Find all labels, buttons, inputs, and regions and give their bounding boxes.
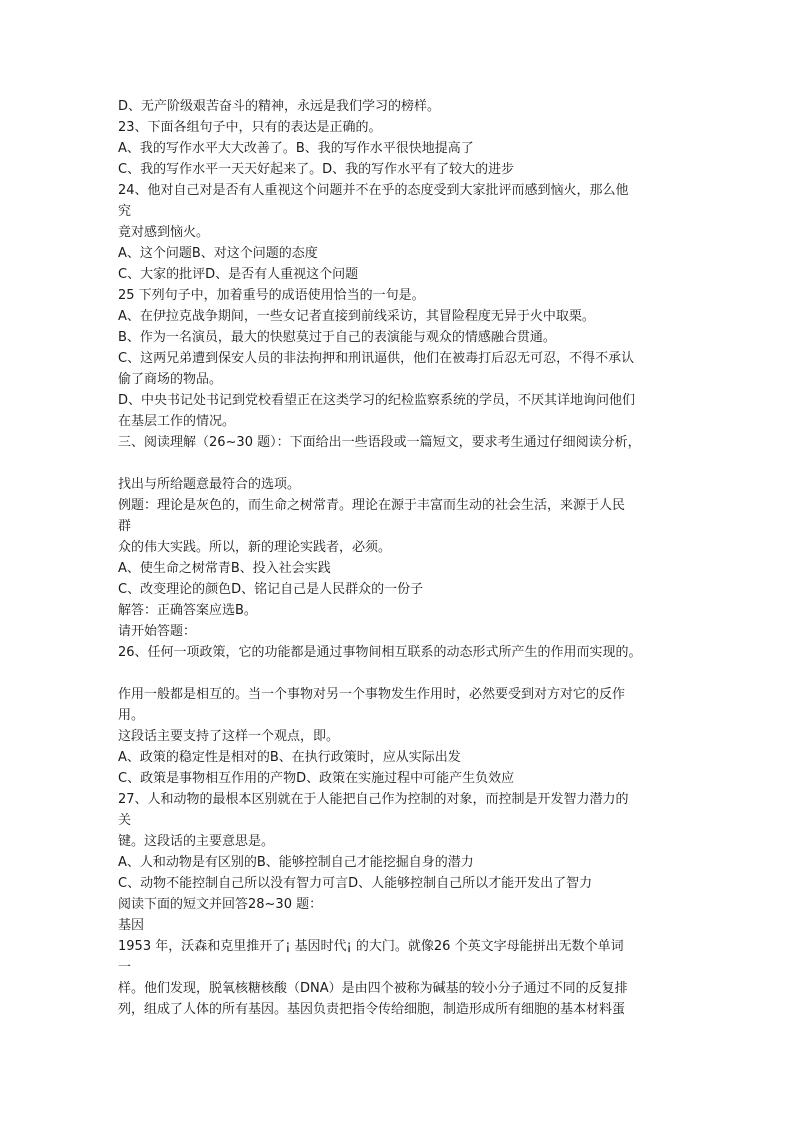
text-line: C、大家的批评D、是否有人重视这个问题 [118,267,359,282]
text-line: 25 下列句子中，加着重号的成语使用恰当的一句是。 [118,288,425,303]
text-line: 找出与所给题意最符合的选项。 [118,477,301,492]
text-line: 竟对感到恼火。 [118,225,210,240]
text-line: A、我的写作水平大大改善了。B、我的写作水平很快地提高了 [118,141,474,156]
text-line: C、这两兄弟遭到保安人员的非法拘押和刑讯逼供，他们在被毒打后忍无可忍，不得不承认 [118,351,635,366]
text-line: D、无产阶级艰苦奋斗的精神，永远是我们学习的榜样。 [118,99,441,114]
text-line: 键。这段话的主要意思是。 [118,834,275,849]
text-line: 1953 年，沃森和克里推开了¡ 基因时代¡ 的大门。就像26 个英文字母能拼出无数个单词 [118,939,624,954]
text-line: 列，组成了人体的所有基因。基因负责把指令传给细胞，制造形成所有细胞的基本材料蛋 [118,1002,626,1017]
text-line: 群 [118,519,132,534]
text-line: C、我的写作水平一天天好起来了。D、我的写作水平有了较大的进步 [118,162,515,177]
text-line: 样。他们发现，脱氧核糖核酸（DNA）是由四个被称为碱基的较小分子通过不同的反复排 [118,981,628,996]
text-line: 例题：理论是灰色的，而生命之树常青。理论在源于丰富而生动的社会生活，来源于人民 [118,498,626,513]
text-line: 27、人和动物的最根本区别就在于人能把自己作为控制的对象，而控制是开发智力潜力的 [118,792,629,807]
text-line: 23、下面各组句子中，只有的表达是正确的。 [118,120,382,135]
text-line: B、作为一名演员，最大的快慰莫过于自己的表演能与观众的情感融合贯通。 [118,330,556,345]
text-line: 三、阅读理解（26~30 题）：下面给出一些语段或一篇短文，要求考生通过仔细阅读分析， [118,435,641,450]
text-line: C、政策是事物相互作用的产物D、政策在实施过程中可能产生负效应 [118,771,515,786]
text-line: 基因 [118,918,145,933]
text-line: A、人和动物是有区别的B、能够控制自己才能挖掘自身的潜力 [118,855,474,870]
text-line: 偷了商场的物品。 [118,372,223,387]
text-line: 26、任何一项政策，它的功能都是通过事物间相互联系的动态形式所产生的作用而实现的。 [118,645,642,660]
text-line: 解答：正确答案应选B。 [118,603,257,618]
text-line: C、改变理论的颜色D、铭记自己是人民群众的一份子 [118,582,424,597]
text-line: C、动物不能控制自己所以没有智力可言D、人能够控制自己所以才能开发出了智力 [118,876,593,891]
text-line: 这段话主要支持了这样一个观点，即。 [118,729,340,744]
text-line: 作用一般都是相互的。当一个事物对另一个事物发生作用时，必然要受到对方对它的反作 [118,687,626,702]
text-line: D、中央书记处书记到党校看望正在这类学习的纪检监察系统的学员，不厌其详地询问他们 [118,393,636,408]
text-line: 阅读下面的短文并回答28~30 题： [118,897,323,912]
text-line: 用。 [118,708,145,723]
text-line: 请开始答题： [118,624,197,639]
text-line: A、政策的稳定性是相对的B、在执行政策时，应从实际出发 [118,750,461,765]
text-line: 众的伟大实践。所以，新的理论实践者，必须。 [118,540,392,555]
text-line: 一 [118,960,132,975]
text-line: 24、他对自己对是否有人重视这个问题并不在乎的态度受到大家批评而感到恼火，那么他 [118,183,629,198]
text-line: A、在伊拉克战争期间，一些女记者直接到前线采访，其冒险程度无异于火中取栗。 [118,309,595,324]
text-line: A、这个问题B、对这个问题的态度 [118,246,318,261]
text-line: A、使生命之树常青B、投入社会实践 [118,561,331,576]
text-line: 关 [118,813,132,828]
text-line: 在基层工作的情况。 [118,414,236,429]
text-line: 究 [118,204,132,219]
